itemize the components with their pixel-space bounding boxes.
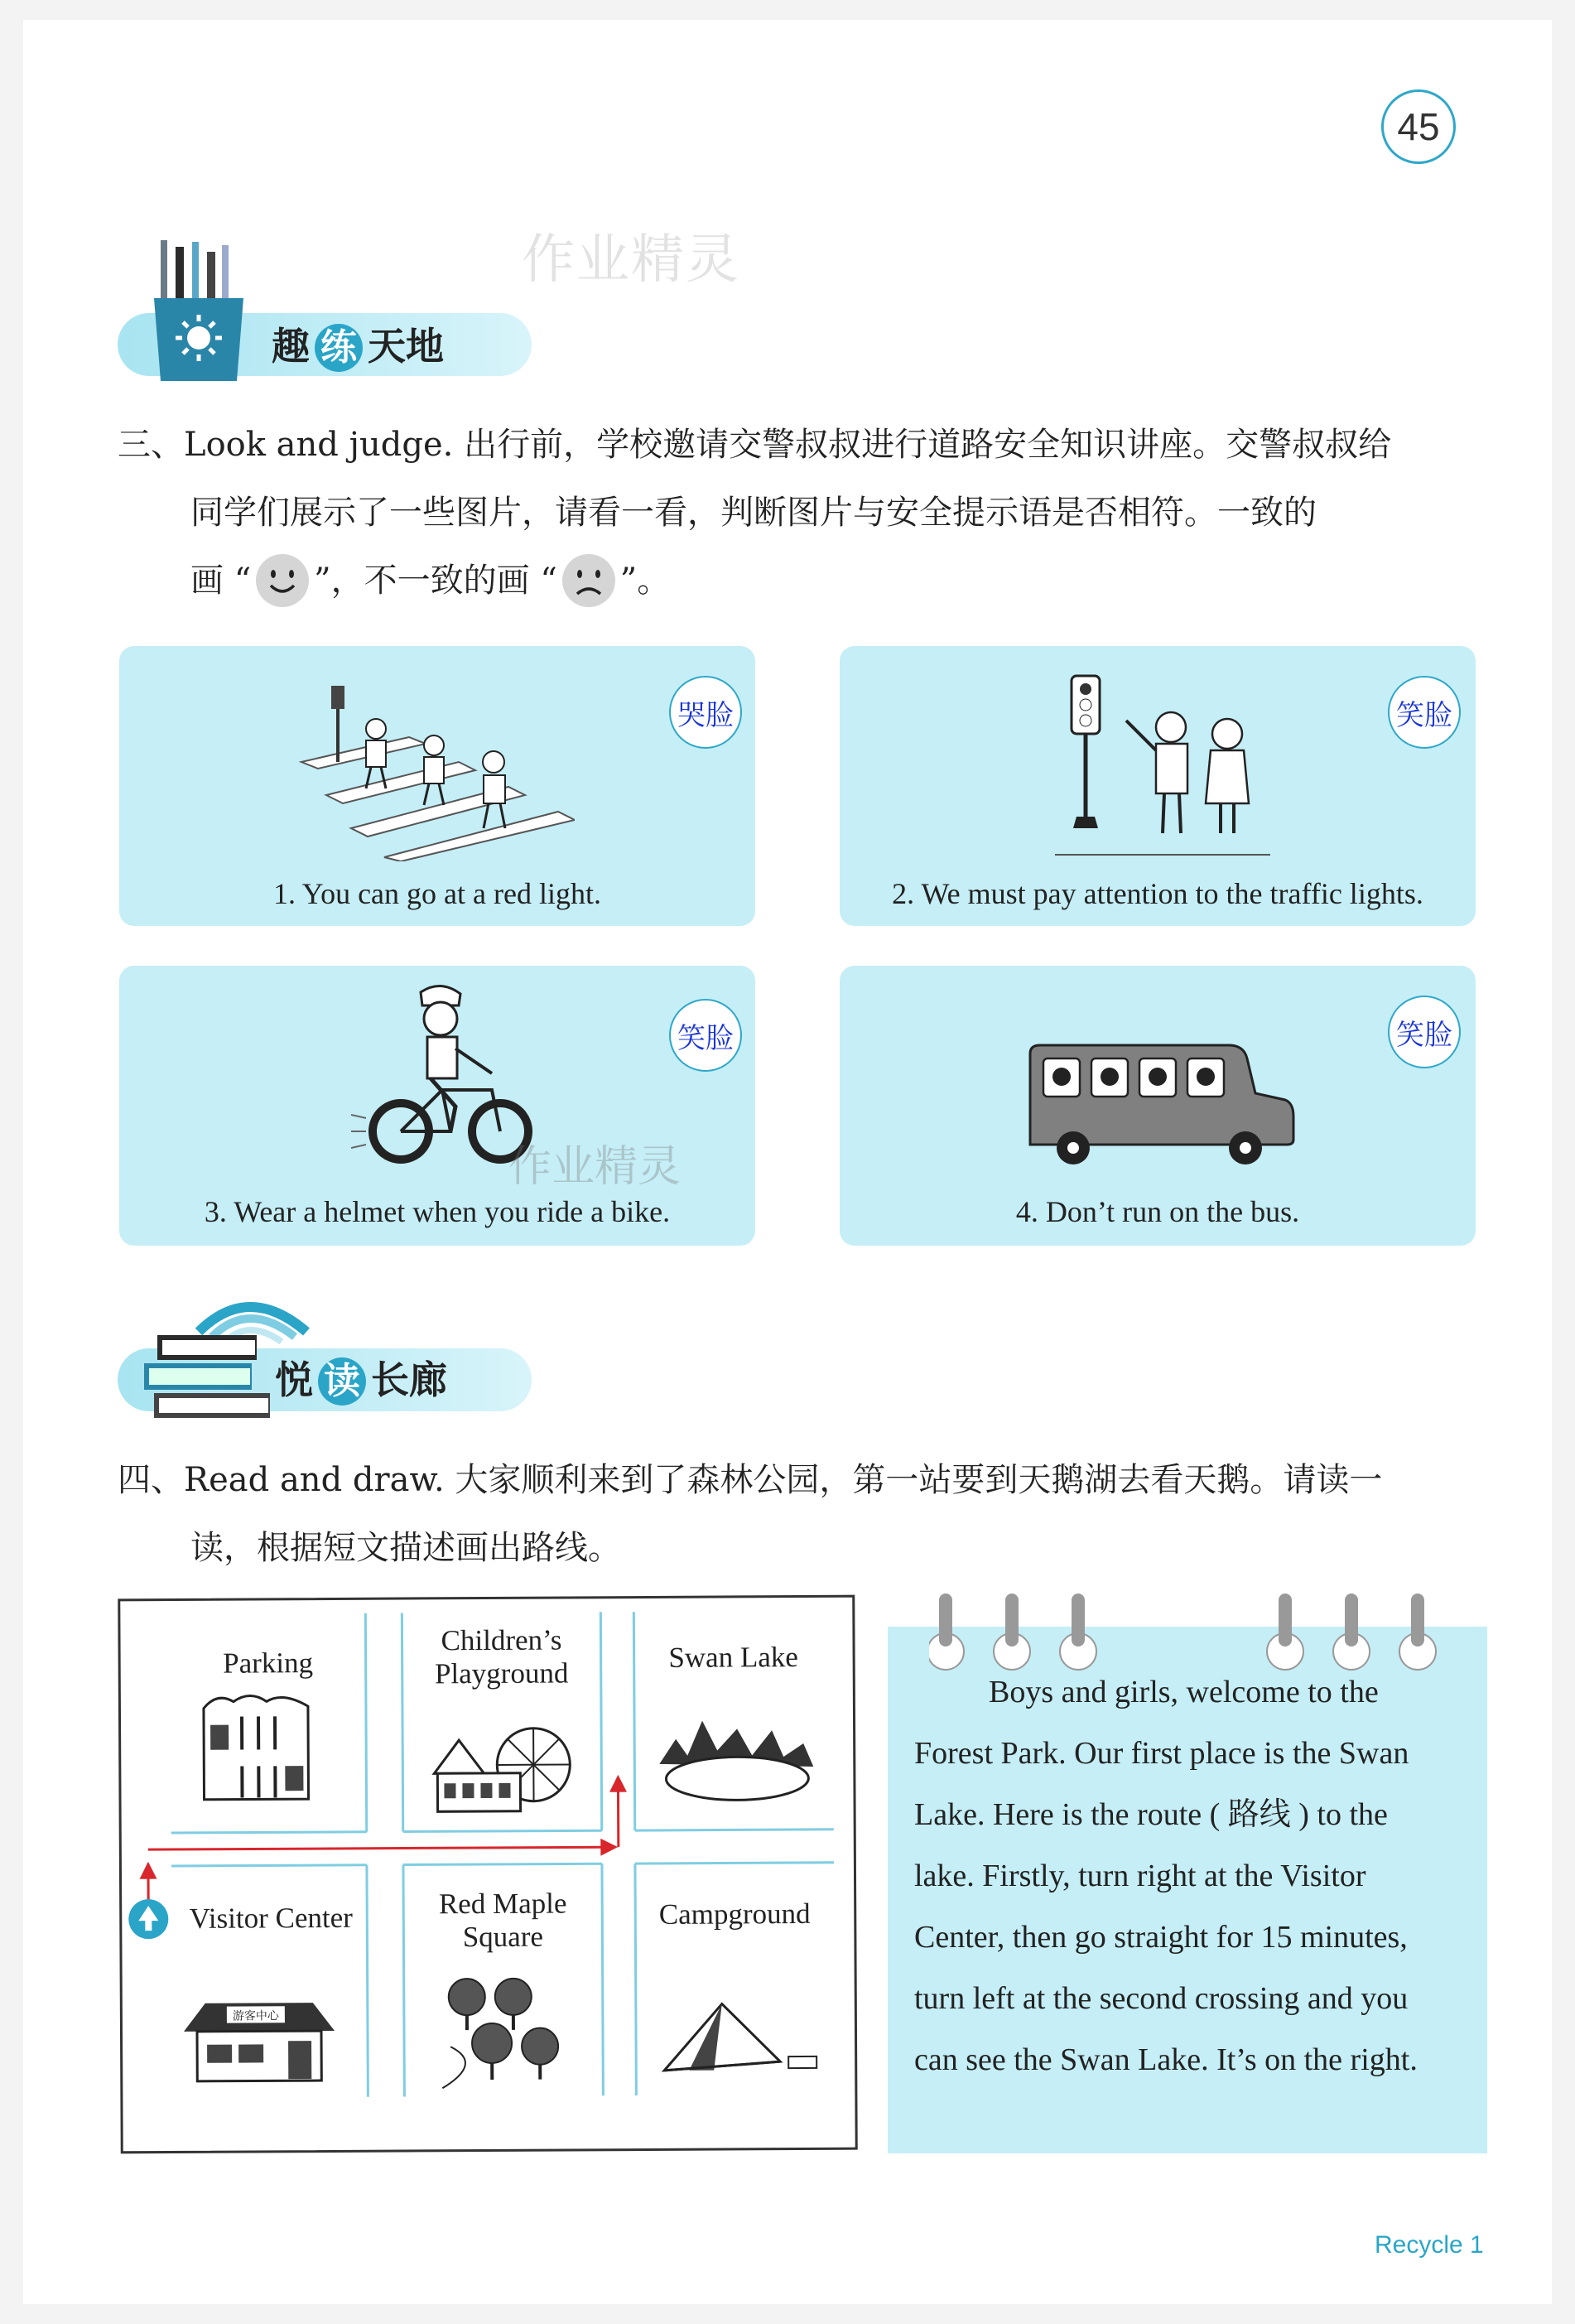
section1-title xyxy=(272,316,444,372)
exercise3-instruction xyxy=(118,411,1492,615)
note-line-1: Boys and girls, welcome to the xyxy=(989,1675,1379,1709)
visitor-center-sign: 游客中心 xyxy=(232,2009,279,2023)
exercise4-instruction xyxy=(118,1446,1492,1582)
section2-title-left: 悦 xyxy=(275,1357,313,1402)
map-label-swan-lake: Swan Lake xyxy=(668,1641,798,1674)
pencil-cup-icon xyxy=(146,240,253,389)
panel-4 xyxy=(840,966,1476,1246)
note-line-3: Lake. Here is the route ( 路线 ) to the xyxy=(914,1797,1388,1832)
section1-title-bubble: 练 xyxy=(315,324,363,372)
page-number: 45 xyxy=(1381,89,1456,164)
exercise4-number: 四、 xyxy=(118,1461,184,1499)
panel-1 xyxy=(119,646,755,926)
section2-title-right: 长廊 xyxy=(371,1357,447,1402)
campground-tent-icon xyxy=(656,1987,822,2087)
note-line-2: Forest Park. Our first place is the Swan xyxy=(914,1736,1409,1771)
panel-1-caption: 1. You can go at a red light. xyxy=(273,877,601,910)
watermark: 作业精灵 xyxy=(522,229,740,291)
exercise3-line3b: ”，不一致的画 “ xyxy=(314,562,557,600)
map-label-campground: Campground xyxy=(658,1897,811,1931)
smiley-face-icon xyxy=(251,552,314,609)
exercise3-line3a: 画 “ xyxy=(190,562,252,600)
sad-face-icon xyxy=(557,552,620,609)
notepad xyxy=(888,1627,1487,2153)
footer-unit: Recycle 1 xyxy=(1375,2231,1484,2259)
answer-1: 哭脸 xyxy=(669,676,742,749)
crosswalk-illustration xyxy=(293,671,575,861)
map-label-parking: Parking xyxy=(223,1647,314,1680)
map-label-playground: Children’s Playground xyxy=(434,1623,569,1690)
note-line-6: turn left at the second crossing and you xyxy=(914,1981,1409,2016)
exercise4-line2: 读，根据短文描述画出路线。 xyxy=(190,1529,621,1567)
notepad-text xyxy=(914,1661,1451,2090)
panel-3 xyxy=(119,966,755,1246)
map-label-red-maple-square: Red Maple Square xyxy=(438,1887,567,1954)
school-bus-illustration xyxy=(1022,1042,1295,1174)
answer-4: 笑脸 xyxy=(1388,996,1461,1068)
exercise3-line1: Look and judge. 出行前，学校邀请交警叔叔进行道路安全知识讲座。交警叔叔给 xyxy=(184,426,1392,464)
panel-2 xyxy=(840,646,1476,926)
parking-icon xyxy=(192,1691,325,1808)
park-map xyxy=(118,1595,857,2154)
panel-2-caption: 2. We must pay attention to the traffic lights. xyxy=(892,877,1423,910)
answer-3: 笑脸 xyxy=(669,999,742,1072)
map-label-visitor-center: Visitor Center xyxy=(189,1901,353,1935)
panel-4-caption: 4. Don’t run on the bus. xyxy=(1015,1195,1300,1228)
panel-3-watermark: 作业精灵 xyxy=(508,1142,682,1192)
answer-2: 笑脸 xyxy=(1388,676,1461,749)
playground-icon xyxy=(426,1723,584,1815)
swan-lake-icon xyxy=(651,1714,817,1806)
note-line-5: Center, then go straight for 15 minutes, xyxy=(914,1920,1408,1955)
exercise3-line3c: ”。 xyxy=(619,562,671,600)
exercise3-number: 三、 xyxy=(118,426,184,464)
note-line-4: lake. Firstly, turn right at the Visitor xyxy=(914,1859,1366,1893)
traffic-light-kids-illustration xyxy=(1055,671,1270,861)
section2-title xyxy=(275,1350,447,1405)
note-line-7: can see the Swan Lake. It’s on the right. xyxy=(914,2042,1418,2077)
exercise4-line1: Read and draw. 大家顺利来到了森林公园，第一站要到天鹅湖去看天鹅。请读一 xyxy=(184,1461,1383,1499)
section1-title-right: 天地 xyxy=(368,324,444,369)
visitor-center-icon xyxy=(181,1998,339,2090)
exercise3-line2: 同学们展示了一些图片，请看一看，判断图片与安全提示语是否相符。一致的 xyxy=(190,494,1317,532)
section2-title-bubble: 读 xyxy=(318,1357,366,1405)
section1-title-left: 趣 xyxy=(272,324,310,369)
red-maple-trees-icon xyxy=(434,1964,567,2097)
panel-3-caption: 3. Wear a helmet when you ride a bike. xyxy=(204,1195,671,1228)
